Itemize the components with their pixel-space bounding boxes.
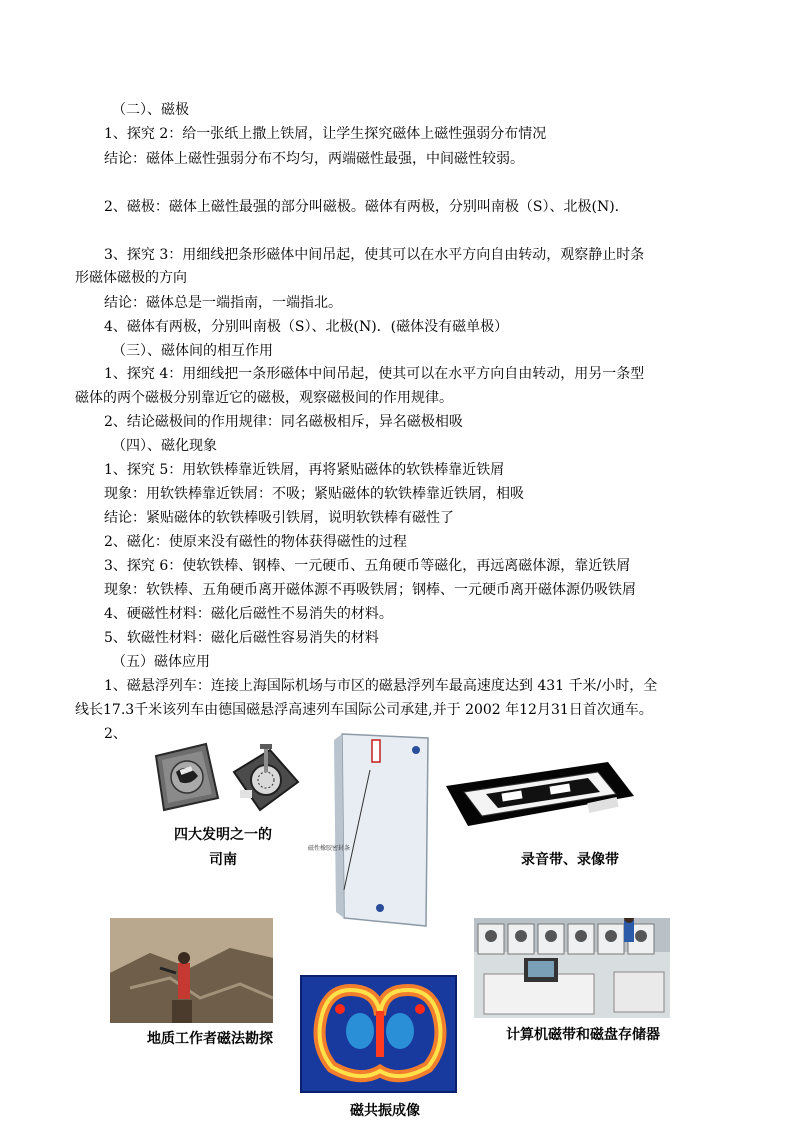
heading-magnet-applications: （五）磁体应用 bbox=[112, 654, 210, 670]
paragraph: 2、磁化：使原来没有磁性的物体获得磁性的过程 bbox=[104, 534, 407, 550]
geology-photo bbox=[110, 918, 273, 1023]
paragraph: 线长17.3千米该列车由德国磁悬浮高速列车国际公司承建,并于 2002 年12月31日首次通车。 bbox=[75, 702, 653, 718]
paragraph: 结论：磁体总是一端指南，一端指北。 bbox=[104, 295, 342, 311]
paragraph: 现象：用软铁棒靠近铁屑：不吸；紧贴磁体的软铁棒靠近铁屑，相吸 bbox=[104, 486, 524, 502]
paragraph: 磁体的两个磁极分别靠近它的磁极，观察磁极间的作用规律。 bbox=[75, 390, 453, 406]
caption-compass-line1: 四大发明之一的 bbox=[174, 827, 272, 843]
mri-image bbox=[300, 975, 457, 1093]
refrigerator-image bbox=[330, 730, 430, 930]
caption-fridge-label: 磁性橡胶密封条 bbox=[308, 845, 351, 852]
cassette-tape-image bbox=[438, 760, 636, 828]
caption-geology: 地质工作者磁法勘探 bbox=[147, 1031, 273, 1047]
paragraph: 4、磁体有两极，分别叫南极（S）、北极(N)．(磁体没有磁单极） bbox=[104, 319, 509, 335]
heading-magnetization: （四）、磁化现象 bbox=[112, 438, 217, 454]
heading-magnetic-poles: （二）、磁极 bbox=[112, 102, 189, 118]
paragraph: 5、软磁性材料：磁化后磁性容易消失的材料 bbox=[104, 630, 379, 646]
paragraph: 结论：磁体上磁性强弱分布不均匀，两端磁性最强，中间磁性较弱。 bbox=[104, 151, 524, 167]
compass-image bbox=[150, 742, 220, 814]
paragraph: 3、探究 6：使软铁棒、钢棒、一元硬币、五角硬币等磁化，再远离磁体源，靠近铁屑 bbox=[104, 558, 631, 574]
paragraph: 1、探究 5：用软铁棒靠近铁屑，再将紧贴磁体的软铁棒靠近铁屑 bbox=[104, 462, 505, 478]
paragraph: 现象：软铁棒、五角硬币离开磁体源不再吸铁屑；钢棒、一元硬币离开磁体源仍吸铁屑 bbox=[104, 582, 636, 598]
caption-mri: 磁共振成像 bbox=[350, 1103, 420, 1119]
compass-image bbox=[230, 742, 300, 814]
paragraph: 结论：紧贴磁体的软铁棒吸引铁屑，说明软铁棒有磁性了 bbox=[104, 510, 454, 526]
paragraph: 形磁体磁极的方向 bbox=[75, 270, 187, 286]
paragraph: 2、磁极：磁体上磁性最强的部分叫磁极。磁体有两极，分别叫南极（S）、北极(N). bbox=[104, 199, 620, 215]
paragraph: 3、探究 3：用细线把条形磁体中间吊起，使其可以在水平方向自由转动，观察静止时条 bbox=[104, 247, 645, 263]
caption-computer: 计算机磁带和磁盘存储器 bbox=[506, 1027, 660, 1043]
paragraph: 4、硬磁性材料：磁化后磁性不易消失的材料。 bbox=[104, 606, 393, 622]
caption-tape: 录音带、录像带 bbox=[521, 852, 619, 868]
caption-compass-line2: 司南 bbox=[209, 852, 237, 868]
paragraph: 1、探究 4：用细线把一条形磁体中间吊起，使其可以在水平方向自由转动，用另一条型 bbox=[104, 366, 645, 382]
heading-magnet-interaction: （三）、磁体间的相互作用 bbox=[112, 343, 273, 359]
paragraph: 2、结论磁极间的作用规律：同名磁极相斥，异名磁极相吸 bbox=[104, 414, 463, 430]
paragraph: 2、 bbox=[104, 726, 127, 742]
computer-storage-photo bbox=[474, 918, 670, 1018]
paragraph: 1、探究 2：给一张纸上撒上铁屑，让学生探究磁体上磁性强弱分布情况 bbox=[104, 126, 547, 142]
paragraph: 1、磁悬浮列车：连接上海国际机场与市区的磁悬浮列车最高速度达到 431 千米/小时，全 bbox=[104, 678, 658, 694]
